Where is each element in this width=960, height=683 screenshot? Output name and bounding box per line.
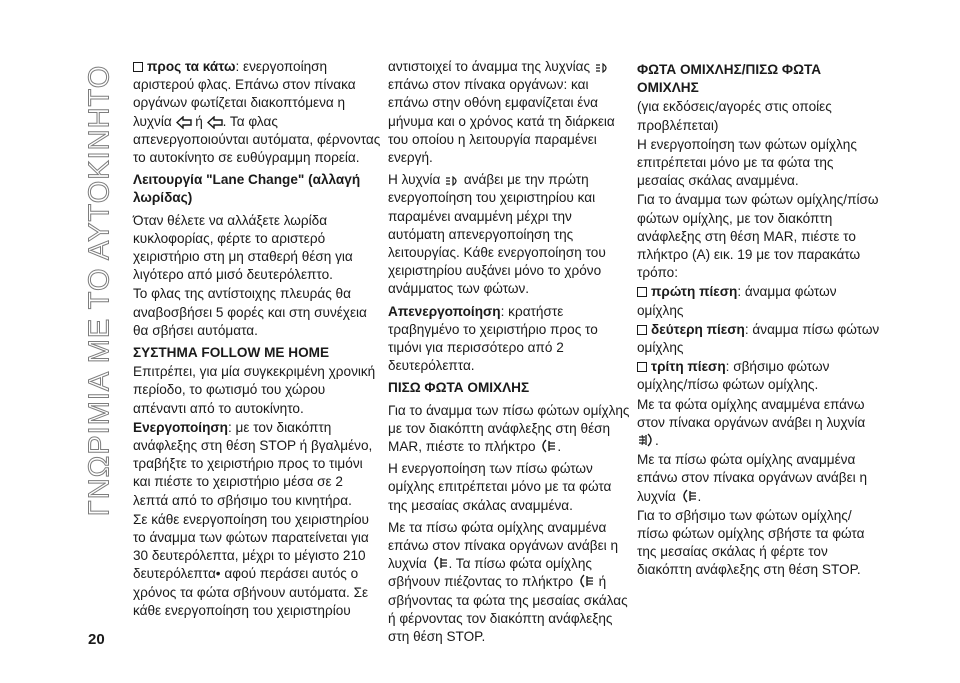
lead-term: Ενεργοποίηση: [133, 419, 228, 435]
heading-fog-lights: ΦΩΤΑ ΟΜΙΧΛΗΣ/ΠΙΣΩ ΦΩΤΑ ΟΜΙΧΛΗΣ: [637, 62, 822, 96]
lead-term: τρίτη πίεση: [651, 359, 726, 375]
text-column-2: [388, 58, 630, 650]
list-item: [637, 321, 882, 357]
text: αντιστοιχεί το άναμμα της λυχνίας: [388, 59, 591, 74]
paragraph: Η ενεργοποίηση των φώτων ομίχλης επιτρέπεται μόνο με τα φώτα της μεσαίας σκάλας αναμμένα.: [637, 136, 857, 189]
checkbox-bullet-icon: [637, 287, 647, 297]
lead-term: προς τα κάτω: [147, 59, 236, 74]
paragraph: Για το σβήσιμο των φώτων ομίχλης/πίσω φώτων ομίχλης σβήστε τα φώτα της μεσαίας σκάλας ή φέρτε τον διακόπτη ανάφλεξης στη θέση STOP.: [637, 507, 865, 578]
left-arrow-outline-icon: [207, 116, 223, 129]
paragraph: [388, 58, 630, 167]
text: : άναμμα φώτων ομίχλης: [637, 284, 837, 318]
checkbox-bullet-icon: [637, 325, 647, 335]
text: : άναμμα πίσω φώτων ομίχλης: [637, 321, 880, 356]
paragraph: Η ενεργοποίηση των πίσω φώτων ομίχλης επιτρέπεται μόνο με τα φώτα της μεσαίας σκάλας αναμμένα.: [388, 461, 612, 513]
paragraph: Σε κάθε ενεργοποίηση του χειριστηρίου το άναμμα των φώτων παρατείνεται για 30 δευτερόλεπτα, μέχρι το μέγιστο 210 δευτερόλεπτα• αφού περάσει αυτός ο χρόνος τα φώτα σβήνουν αυτόματα. Σε κάθε ενεργοποίηση του χειριστηρίου: [133, 511, 369, 618]
rear-fog-light-icon: [539, 438, 557, 454]
paragraph-deactivation: [388, 303, 630, 376]
lead-term: Απενεργοποίηση: [388, 303, 501, 319]
text: Η λυχνία: [388, 172, 441, 188]
text: ή: [195, 113, 203, 129]
text: επάνω στον πίνακα οργάνων: και επάνω στην οθόνη εμφανίζεται ένα μήνυμα και ο χρόνος κατά τη διάρκεια του οποίου η λειτουργία παραμένει ενεργή.: [388, 77, 615, 166]
text: Με τα πίσω φώτα ομίχλης αναμμένα επάνω στον πίνακα οργάνων ανάβει η λυχνία: [637, 452, 867, 504]
chapter-side-title: [82, 20, 118, 560]
checkbox-bullet-icon: [133, 62, 143, 72]
chapter-title-text: ΓΝΩΡΙΜΙΑ ΜΕ ΤΟ ΑΥΤΟΚΙΝΗΤΟ: [83, 64, 116, 516]
text: . Τα φλας απενεργοποιούνται αυτόματα, φέρνοντας το αυτοκίνητο σε ευθύγραμμη πορεία.: [133, 113, 381, 166]
list-item: [637, 283, 882, 319]
follow-me-home-icon: [444, 175, 460, 187]
text: Με τα φώτα ομίχλης αναμμένα επάνω στον πίνακα οργάνων ανάβει η λυχνία: [637, 396, 866, 430]
text-column-1: [133, 58, 381, 624]
heading-rear-fog-lights: ΠΙΣΩ ΦΩΤΑ ΟΜΙΧΛΗΣ: [388, 380, 530, 396]
paragraph: Για το άναμμα των πίσω φώτων ομίχλης με τον διακόπτη ανάφλεξης στη θέση MAR, πιέστε το πλήκτρο .: [388, 402, 630, 455]
page-number: 20: [88, 631, 105, 648]
paragraph: Επιτρέπει, για μία συγκεκριμένη χρονική περίοδο, το φωτισμό του χώρου απέναντι από το αυτοκίνητο.: [133, 364, 376, 416]
lead-term: πρώτη πίεση: [651, 284, 738, 300]
text: . Τα πίσω φώτα ομίχλης σβήνουν πιέζοντας το πλήκτρο: [388, 556, 592, 590]
front-fog-light-icon: [637, 432, 655, 448]
text: : κρατήστε τραβηγμένο το χειριστήριο προς το τιμόνι για περισσότερο από 2 δευτερόλεπτα.: [388, 303, 598, 374]
text: ή σβήνοντας τα φώτα της μεσαίας σκάλας ή φέρνοντας τον διακόπτη ανάφλεξης στη θέση STOP.: [388, 574, 628, 645]
heading-follow-me-home: ΣΥΣΤΗΜΑ FOLLOW ME HOME: [133, 345, 330, 361]
paragraph: [388, 519, 630, 646]
rear-fog-light-icon: [577, 573, 595, 589]
follow-me-home-icon: [594, 62, 610, 74]
paragraph: Όταν θέλετε να αλλάξετε λωρίδα κυκλοφορίας, φέρτε το αριστερό χειριστήριο στη μη σταθερή θέση για λιγότερο από μισό δευτερόλεπτο.: [133, 212, 353, 283]
paragraph: Με τα πίσω φώτα ομίχλης αναμμένα επάνω στον πίνακα οργάνων ανάβει η λυχνία .: [637, 452, 867, 504]
text: Με τα πίσω φώτα ομίχλης αναμμένα επάνω στον πίνακα οργάνων ανάβει η λυχνία: [388, 519, 618, 572]
paragraph: Το φλας της αντίστοιχης πλευράς θα αναβοσβήσει 5 φορές και στη συνέχεια θα σβήσει αυτόματα.: [133, 286, 367, 338]
left-arrow-icon: [176, 116, 192, 129]
paragraph-activation: [133, 419, 381, 510]
text: Για το άναμμα των πίσω φώτων ομίχλης με τον διακόπτη ανάφλεξης στη θέση MAR, πιέστε το πλήκτρο: [388, 402, 630, 455]
paragraph-turn-down: [133, 58, 381, 167]
text: : με τον διακόπτη ανάφλεξης στη θέση STOP ή βγαλμένο, τραβήξτε το χειριστήριο προς το τιμόνι και πιέστε το χειριστήριο μέσα σε 2 λεπτά από το σβήσιμο του κινητήρα.: [133, 419, 373, 508]
heading-lane-change: Λειτουργία "Lane Change" (αλλαγή λωρίδας): [133, 172, 361, 206]
rear-fog-light-icon: [680, 488, 698, 504]
paragraph: (για εκδόσεις/αγορές στις οποίες προβλέπεται): [637, 99, 832, 133]
checkbox-bullet-icon: [637, 362, 647, 372]
lead-term: δεύτερη πίεση: [651, 321, 745, 337]
rear-fog-light-icon: [431, 555, 449, 571]
text: : σβήσιμο φώτων ομίχλης/πίσω φώτων ομίχλης.: [637, 359, 830, 393]
text: ανάβει με την πρώτη ενεργοποίηση του χειριστηρίου και παραμένει αναμμένη μέχρι την αυτόματη απενεργοποίηση της λειτουργίας. Κάθε ενεργοποίηση του χειριστηρίου αυξάνει μόνο το χρόνο ανάμματος των φώτων.: [388, 172, 606, 297]
text-column-3: [637, 58, 882, 584]
paragraph: Για το άναμμα των φώτων ομίχλης/πίσω φώτων ομίχλης, με τον διακόπτη ανάφλεξης στη θέση MAR, πιέστε το πλήκτρο (A) εικ. 19 με τον παρακάτω τρόπο:: [637, 192, 879, 281]
text: : ενεργοποίηση αριστερού φλας. Επάνω στον πίνακα οργάνων φωτίζεται διακοπτόμενα η λυχνία: [133, 59, 356, 129]
paragraph: [388, 171, 630, 298]
paragraph: Με τα φώτα ομίχλης αναμμένα επάνω στον πίνακα οργάνων ανάβει η λυχνία .: [637, 396, 866, 449]
list-item: [637, 358, 882, 394]
